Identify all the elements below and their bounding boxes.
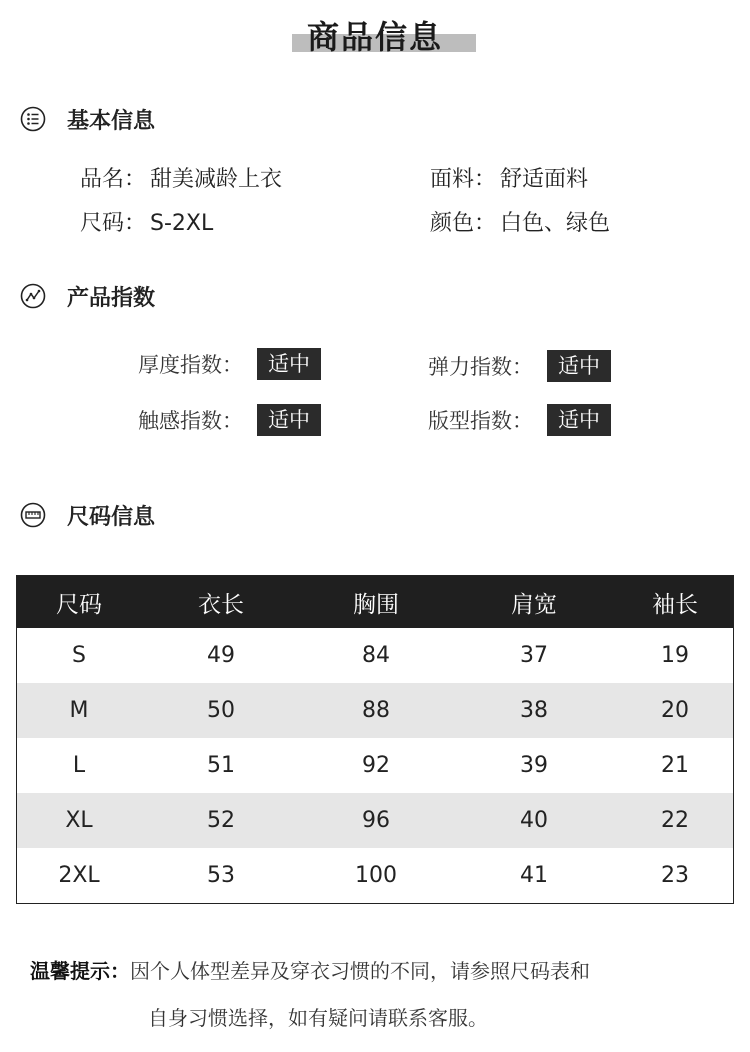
product-name-label: 品名： [80,167,147,192]
table-row [17,683,733,738]
table-cell: 50 [207,698,235,723]
table-cell: 21 [661,753,689,778]
table-cell: M [69,698,89,723]
fabric-label: 面料： [430,167,497,192]
table-cell: 37 [520,643,548,668]
size-table [16,575,734,904]
table-row [17,848,733,903]
size-range-value: S-2XL [150,211,214,236]
table-cell: 2XL [58,863,100,888]
column-header: 衣长 [198,591,244,618]
product-name-value: 甜美减龄上衣 [150,167,283,192]
section-index-heading [20,280,155,312]
table-cell: 19 [661,643,689,668]
list-icon [20,106,46,132]
touch-label: 触感指数： [138,409,243,433]
table-cell: 22 [661,808,689,833]
table-cell: 84 [362,643,390,668]
page-title: 商品信息 [306,18,443,56]
table-cell: L [72,753,86,778]
table-cell: 100 [355,863,397,888]
table-row [17,793,733,848]
thickness-label: 厚度指数： [138,353,243,377]
tip-line-1 [30,955,590,984]
section-size-title: 尺码信息 [67,504,156,530]
product-name-row [80,162,282,193]
tip-line-2 [148,1002,488,1031]
color-label: 颜色： [430,211,497,236]
tip-text-2: 自身习惯选择，如有疑问请联系客服。 [148,1006,488,1030]
table-row [17,738,733,793]
tip-label: 温馨提示： [30,959,130,983]
table-cell: 53 [207,863,235,888]
color-value: 白色、绿色 [500,211,611,236]
table-cell: 88 [362,698,390,723]
fabric-value: 舒适面料 [500,167,589,192]
thickness-badge: 适中 [257,348,321,380]
section-size-heading [20,499,155,531]
section-basic-title: 基本信息 [67,108,156,134]
elasticity-badge: 适中 [547,350,611,382]
trend-chart-icon [20,283,46,309]
table-cell: 51 [207,753,235,778]
table-cell: 92 [362,753,390,778]
fit-label: 版型指数： [428,409,533,433]
table-cell: S [72,643,86,668]
column-header: 袖长 [652,591,698,618]
section-basic-heading [20,103,155,135]
section-index-title: 产品指数 [67,285,156,311]
column-header: 肩宽 [511,591,557,618]
table-cell: 40 [520,808,548,833]
table-cell: 52 [207,808,235,833]
color-row [430,206,610,237]
column-header: 尺码 [56,591,102,618]
table-cell: 49 [207,643,235,668]
table-cell: 41 [520,863,548,888]
elasticity-index [428,350,611,382]
fit-badge: 适中 [547,404,611,436]
size-table-header [17,576,733,628]
size-range-label: 尺码： [80,211,147,236]
column-header: 胸围 [353,591,399,618]
touch-badge: 适中 [257,404,321,436]
table-cell: 38 [520,698,548,723]
table-row [17,628,733,683]
table-cell: 23 [661,863,689,888]
title-area [0,8,750,56]
tip-text-1: 因个人体型差异及穿衣习惯的不同，请参照尺码表和 [130,959,590,983]
table-cell: 96 [362,808,390,833]
table-cell: 20 [661,698,689,723]
table-cell: XL [65,808,93,833]
table-cell: 39 [520,753,548,778]
size-range-row [80,206,213,237]
fabric-row [430,162,588,193]
touch-index [138,404,321,436]
thickness-index [138,348,321,380]
elasticity-label: 弹力指数： [428,355,533,379]
ruler-icon [20,502,46,528]
fit-index [428,404,611,436]
